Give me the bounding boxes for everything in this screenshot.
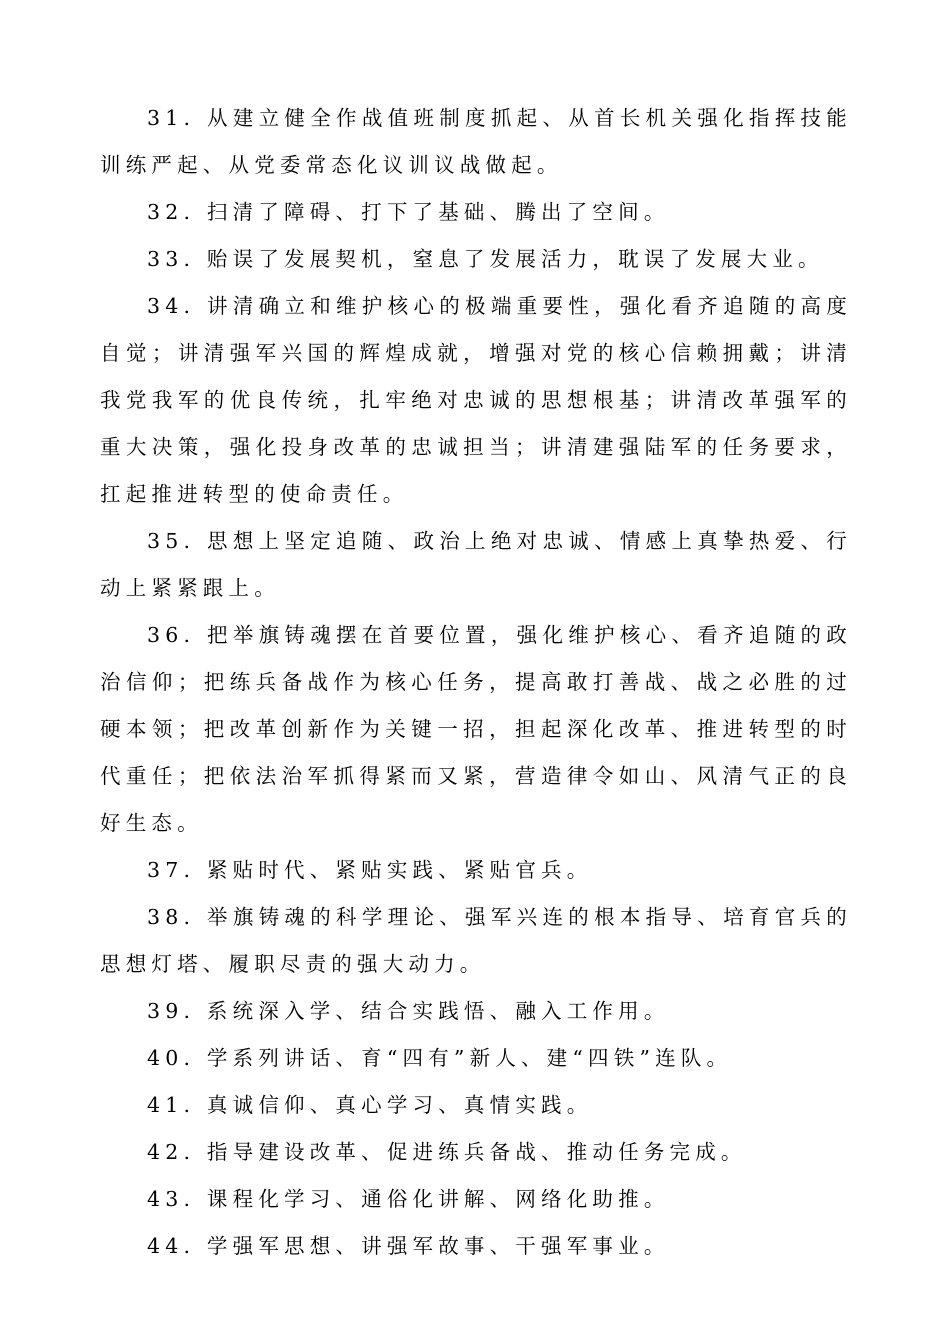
paragraph-38: 38. 举旗铸魂的科学理论、强军兴连的根本指导、培育官兵的思想灯塔、履职尽责的强大动力。 [100,905,852,976]
paragraph-44: 44. 学强军思想、讲强军故事、干强军事业。 [147,1234,670,1258]
paragraph-43: 43. 课程化学习、通俗化讲解、网络化助推。 [147,1187,670,1211]
paragraph-35: 35. 思想上坚定追随、政治上绝对忠诚、情感上真挚热爱、行动上紧紧跟上。 [100,529,852,600]
paragraph-33: 33. 贻误了发展契机，窒息了发展活力，耽误了发展大业。 [147,247,824,271]
paragraph-34: 34. 讲清确立和维护核心的极端重要性，强化看齐追随的高度自觉；讲清强军兴国的辉煌成就，增强对党的核心信赖拥戴；讲清我党我军的优良传统，扎牢绝对忠诚的思想根基；讲清改革强军的重大决策，强化投身改革的忠诚担当；讲清建强陆军的任务要求，扛起推进转型的使命责任。 [100,294,852,506]
paragraph-32: 32. 扫清了障碍、打下了基础、腾出了空间。 [147,200,670,224]
paragraph-41: 41. 真诚信仰、真心学习、真情实践。 [147,1093,593,1117]
paragraph-39: 39. 系统深入学、结合实践悟、融入工作用。 [147,999,670,1023]
paragraph-36: 36. 把举旗铸魂摆在首要位置，强化维护核心、看齐追随的政治信仰；把练兵备战作为核心任务，提高敢打善战、战之必胜的过硬本领；把改革创新作为关键一招，担起深化改革、推进转型的时代重任；把依法治军抓得紧而又紧，营造律令如山、风清气正的良好生态。 [100,623,852,835]
paragraph-31: 31. 从建立健全作战值班制度抓起、从首长机关强化指挥技能训练严起、从党委常态化议训议战做起。 [100,106,852,177]
paragraph-42: 42. 指导建设改革、促进练兵备战、推动任务完成。 [147,1140,747,1164]
document-page [100,95,852,1270]
paragraph-37: 37. 紧贴时代、紧贴实践、紧贴官兵。 [147,858,593,882]
paragraph-40: 40. 学系列讲话、育“四有”新人、建“四铁”连队。 [147,1046,733,1070]
